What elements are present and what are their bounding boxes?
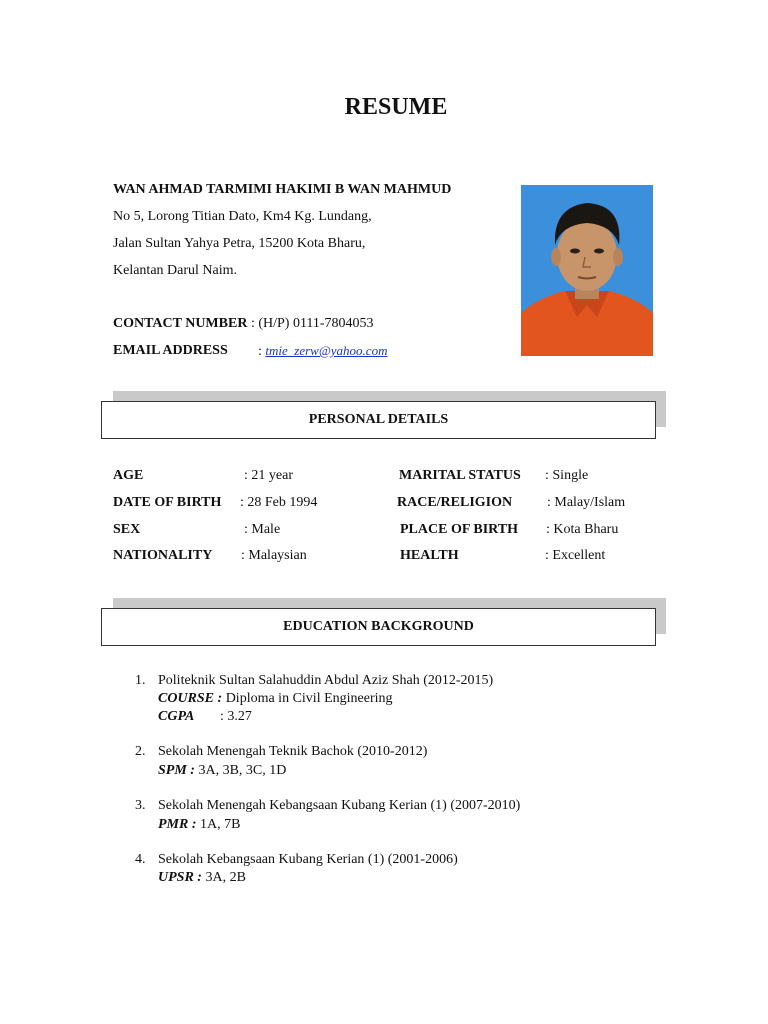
- marital-status-value: : Single: [545, 468, 589, 483]
- pmr-value: 1A, 7B: [196, 817, 241, 832]
- spm-label: SPM :: [158, 763, 195, 778]
- education-item-2-number: 2.: [135, 744, 146, 759]
- cgpa-value: : 3.27: [220, 709, 252, 724]
- nationality-value: : Malaysian: [241, 548, 307, 563]
- applicant-name: WAN AHMAD TARMIMI HAKIMI B WAN MAHMUD: [113, 182, 452, 197]
- race-religion-label: RACE/RELIGION: [397, 495, 513, 510]
- education-item-4-result: [158, 870, 246, 886]
- email-value-wrap: [258, 343, 387, 360]
- contact-number-label: CONTACT NUMBER: [113, 316, 248, 331]
- marital-status-label: MARITAL STATUS: [399, 468, 521, 483]
- address-line-2: Jalan Sultan Yahya Petra, 15200 Kota Bharu,: [113, 236, 366, 251]
- education-item-1-number: 1.: [135, 673, 146, 688]
- applicant-photo: [521, 185, 653, 356]
- course-label: COURSE :: [158, 691, 223, 706]
- address-line-1: No 5, Lorong Titian Dato, Km4 Kg. Lundang,: [113, 209, 372, 224]
- education-item-1-school: Politeknik Sultan Salahuddin Abdul Aziz Shah (2012-2015): [158, 673, 494, 688]
- spm-value: 3A, 3B, 3C, 1D: [194, 763, 287, 778]
- pmr-label: PMR :: [158, 817, 197, 832]
- upsr-value: 3A, 2B: [201, 870, 246, 885]
- education-item-2-school: Sekolah Menengah Teknik Bachok (2010-2012): [158, 744, 428, 759]
- upsr-label: UPSR :: [158, 870, 202, 885]
- nationality-label: NATIONALITY: [113, 548, 213, 563]
- dob-value: : 28 Feb 1994: [240, 495, 318, 510]
- personal-details-title: PERSONAL DETAILS: [308, 412, 449, 427]
- education-item-4-school: Sekolah Kebangsaan Kubang Kerian (1) (2001-2006): [158, 852, 458, 867]
- health-label: HEALTH: [400, 548, 459, 563]
- age-label: AGE: [113, 468, 144, 483]
- contact-number-value: : (H/P) 0111-7804053: [247, 316, 374, 331]
- cgpa-label: CGPA: [158, 709, 195, 724]
- education-item-1-course: [158, 691, 393, 707]
- email-separator: :: [258, 344, 262, 359]
- email-link[interactable]: tmie_zerw@yahoo.com: [265, 343, 388, 358]
- address-line-3: Kelantan Darul Naim.: [113, 263, 238, 278]
- education-item-3-school: Sekolah Menengah Kebangsaan Kubang Kerian (1) (2007-2010): [158, 798, 521, 813]
- education-title: EDUCATION BACKGROUND: [283, 619, 474, 634]
- sex-label: SEX: [113, 522, 141, 537]
- education-item-3-number: 3.: [135, 798, 146, 813]
- education-item-2-result: [158, 763, 286, 779]
- race-religion-value: : Malay/Islam: [547, 495, 626, 510]
- place-of-birth-label: PLACE OF BIRTH: [400, 522, 519, 537]
- contact-number-row: [113, 316, 374, 332]
- education-item-3-result: [158, 817, 240, 833]
- education-header: [101, 608, 656, 646]
- email-label: EMAIL ADDRESS: [113, 343, 228, 358]
- education-item-4-number: 4.: [135, 852, 146, 867]
- dob-label: DATE OF BIRTH: [113, 495, 222, 510]
- place-of-birth-value: : Kota Bharu: [546, 522, 619, 537]
- health-value: : Excellent: [545, 548, 606, 563]
- personal-details-header: [101, 401, 656, 439]
- page-title: RESUME: [344, 94, 448, 120]
- course-value: Diploma in Civil Engineering: [222, 691, 393, 706]
- age-value: : 21 year: [244, 468, 293, 483]
- applicant-photo-image: [521, 185, 653, 356]
- email-row: [113, 343, 228, 359]
- sex-value: : Male: [244, 522, 281, 537]
